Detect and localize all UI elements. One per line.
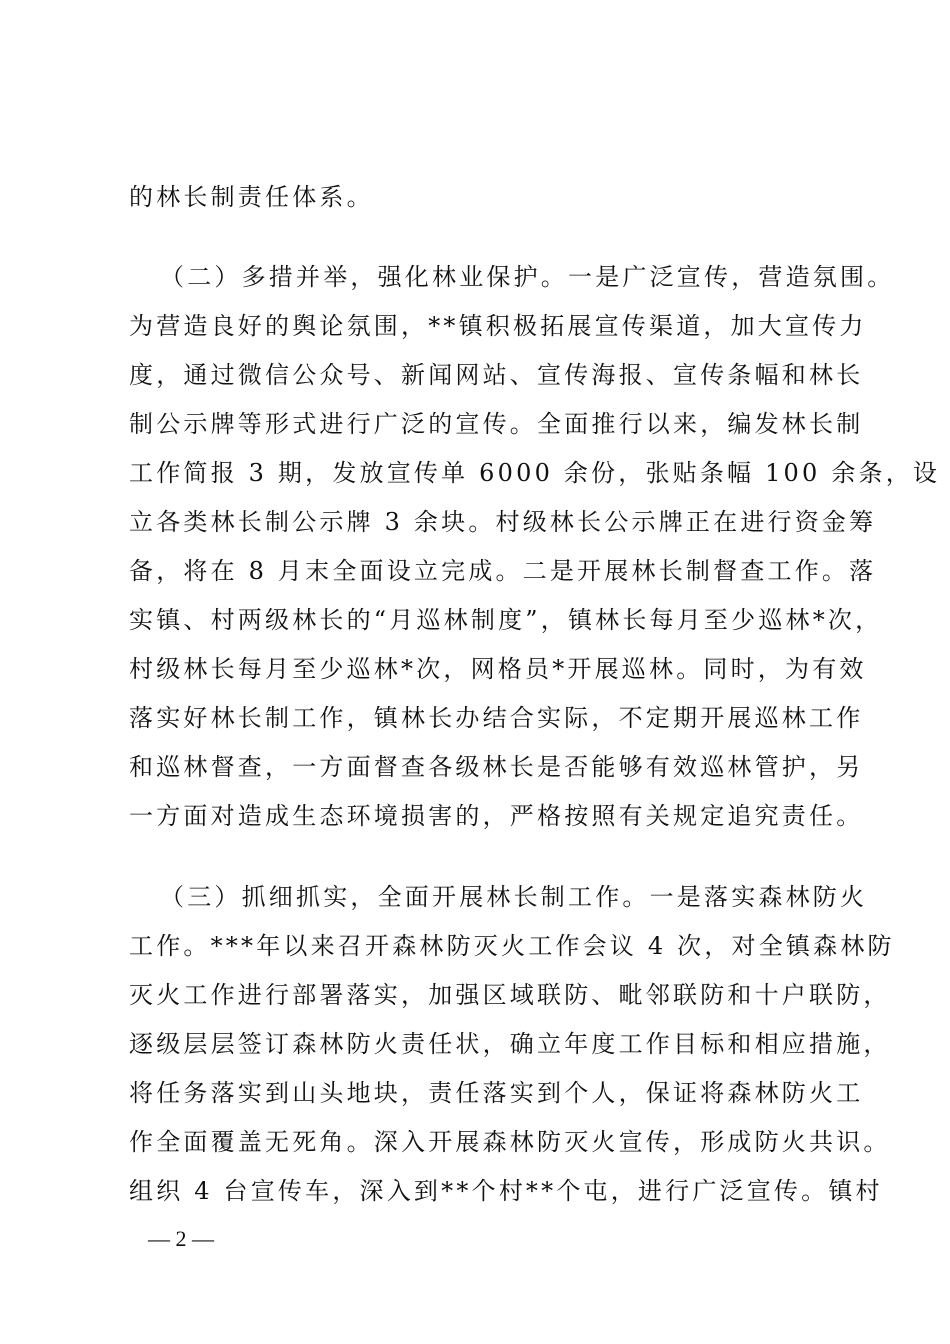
text-line: 灭火工作进行部署落实，加强区域联防、毗邻联防和十户联防， [129,981,891,1009]
text-line: 落实好林长制工作，镇林长办结合实际，不定期开展巡林工作 [129,704,864,732]
text-line: 度，通过微信公众号、新闻网站、宣传海报、宣传条幅和林长 [129,361,864,389]
text-line: 一方面对造成生态环境损害的，严格按照有关规定追究责任。 [129,802,864,830]
section-heading-line: （二）多措并举，强化林业保护。一是广泛宣传，营造氛围。 [160,263,895,291]
text-line: 和巡林督查，一方面督查各级林长是否能够有效巡林管护，另 [129,753,864,781]
text-line: 组织 4 台宣传车，深入到**个村**个屯，进行广泛宣传。镇村 [129,1177,883,1205]
text-line: 工作简报 3 期，发放宣传单 6000 余份，张贴条幅 100 余条，设 [129,459,941,487]
text-line: 村级林长每月至少巡林*次，网格员*开展巡林。同时，为有效 [129,655,867,683]
text-line: 作全面覆盖无死角。深入开展森林防灭火宣传，形成防火共识。 [129,1128,891,1156]
text-line: 备，将在 8 月末全面设立完成。二是开展林长制督查工作。落 [129,557,877,585]
text-line: 工作。***年以来召开森林防灭火工作会议 4 次，对全镇森林防 [129,932,895,960]
text-line: 为营造良好的舆论氛围，**镇积极拓展宣传渠道，加大宣传力 [129,312,867,340]
text-line: 制公示牌等形式进行广泛的宣传。全面推行以来，编发林长制 [129,410,864,438]
section-heading-line: （三）抓细抓实，全面开展林长制工作。一是落实森林防火 [160,883,868,911]
text-line: 立各类林长制公示牌 3 余块。村级林长公示牌正在进行资金筹 [129,508,877,536]
text-line: 将任务落实到山头地块，责任落实到个人，保证将森林防火工 [129,1079,864,1107]
text-line: 的林长制责任体系。 [129,183,374,211]
text-line: 实镇、村两级林长的“月巡林制度”，镇林长每月至少巡林*次， [129,606,883,634]
page-number: — 2 — [148,1226,214,1251]
text-line: 逐级层层签订森林防火责任状，确立年度工作目标和相应措施， [129,1030,891,1058]
